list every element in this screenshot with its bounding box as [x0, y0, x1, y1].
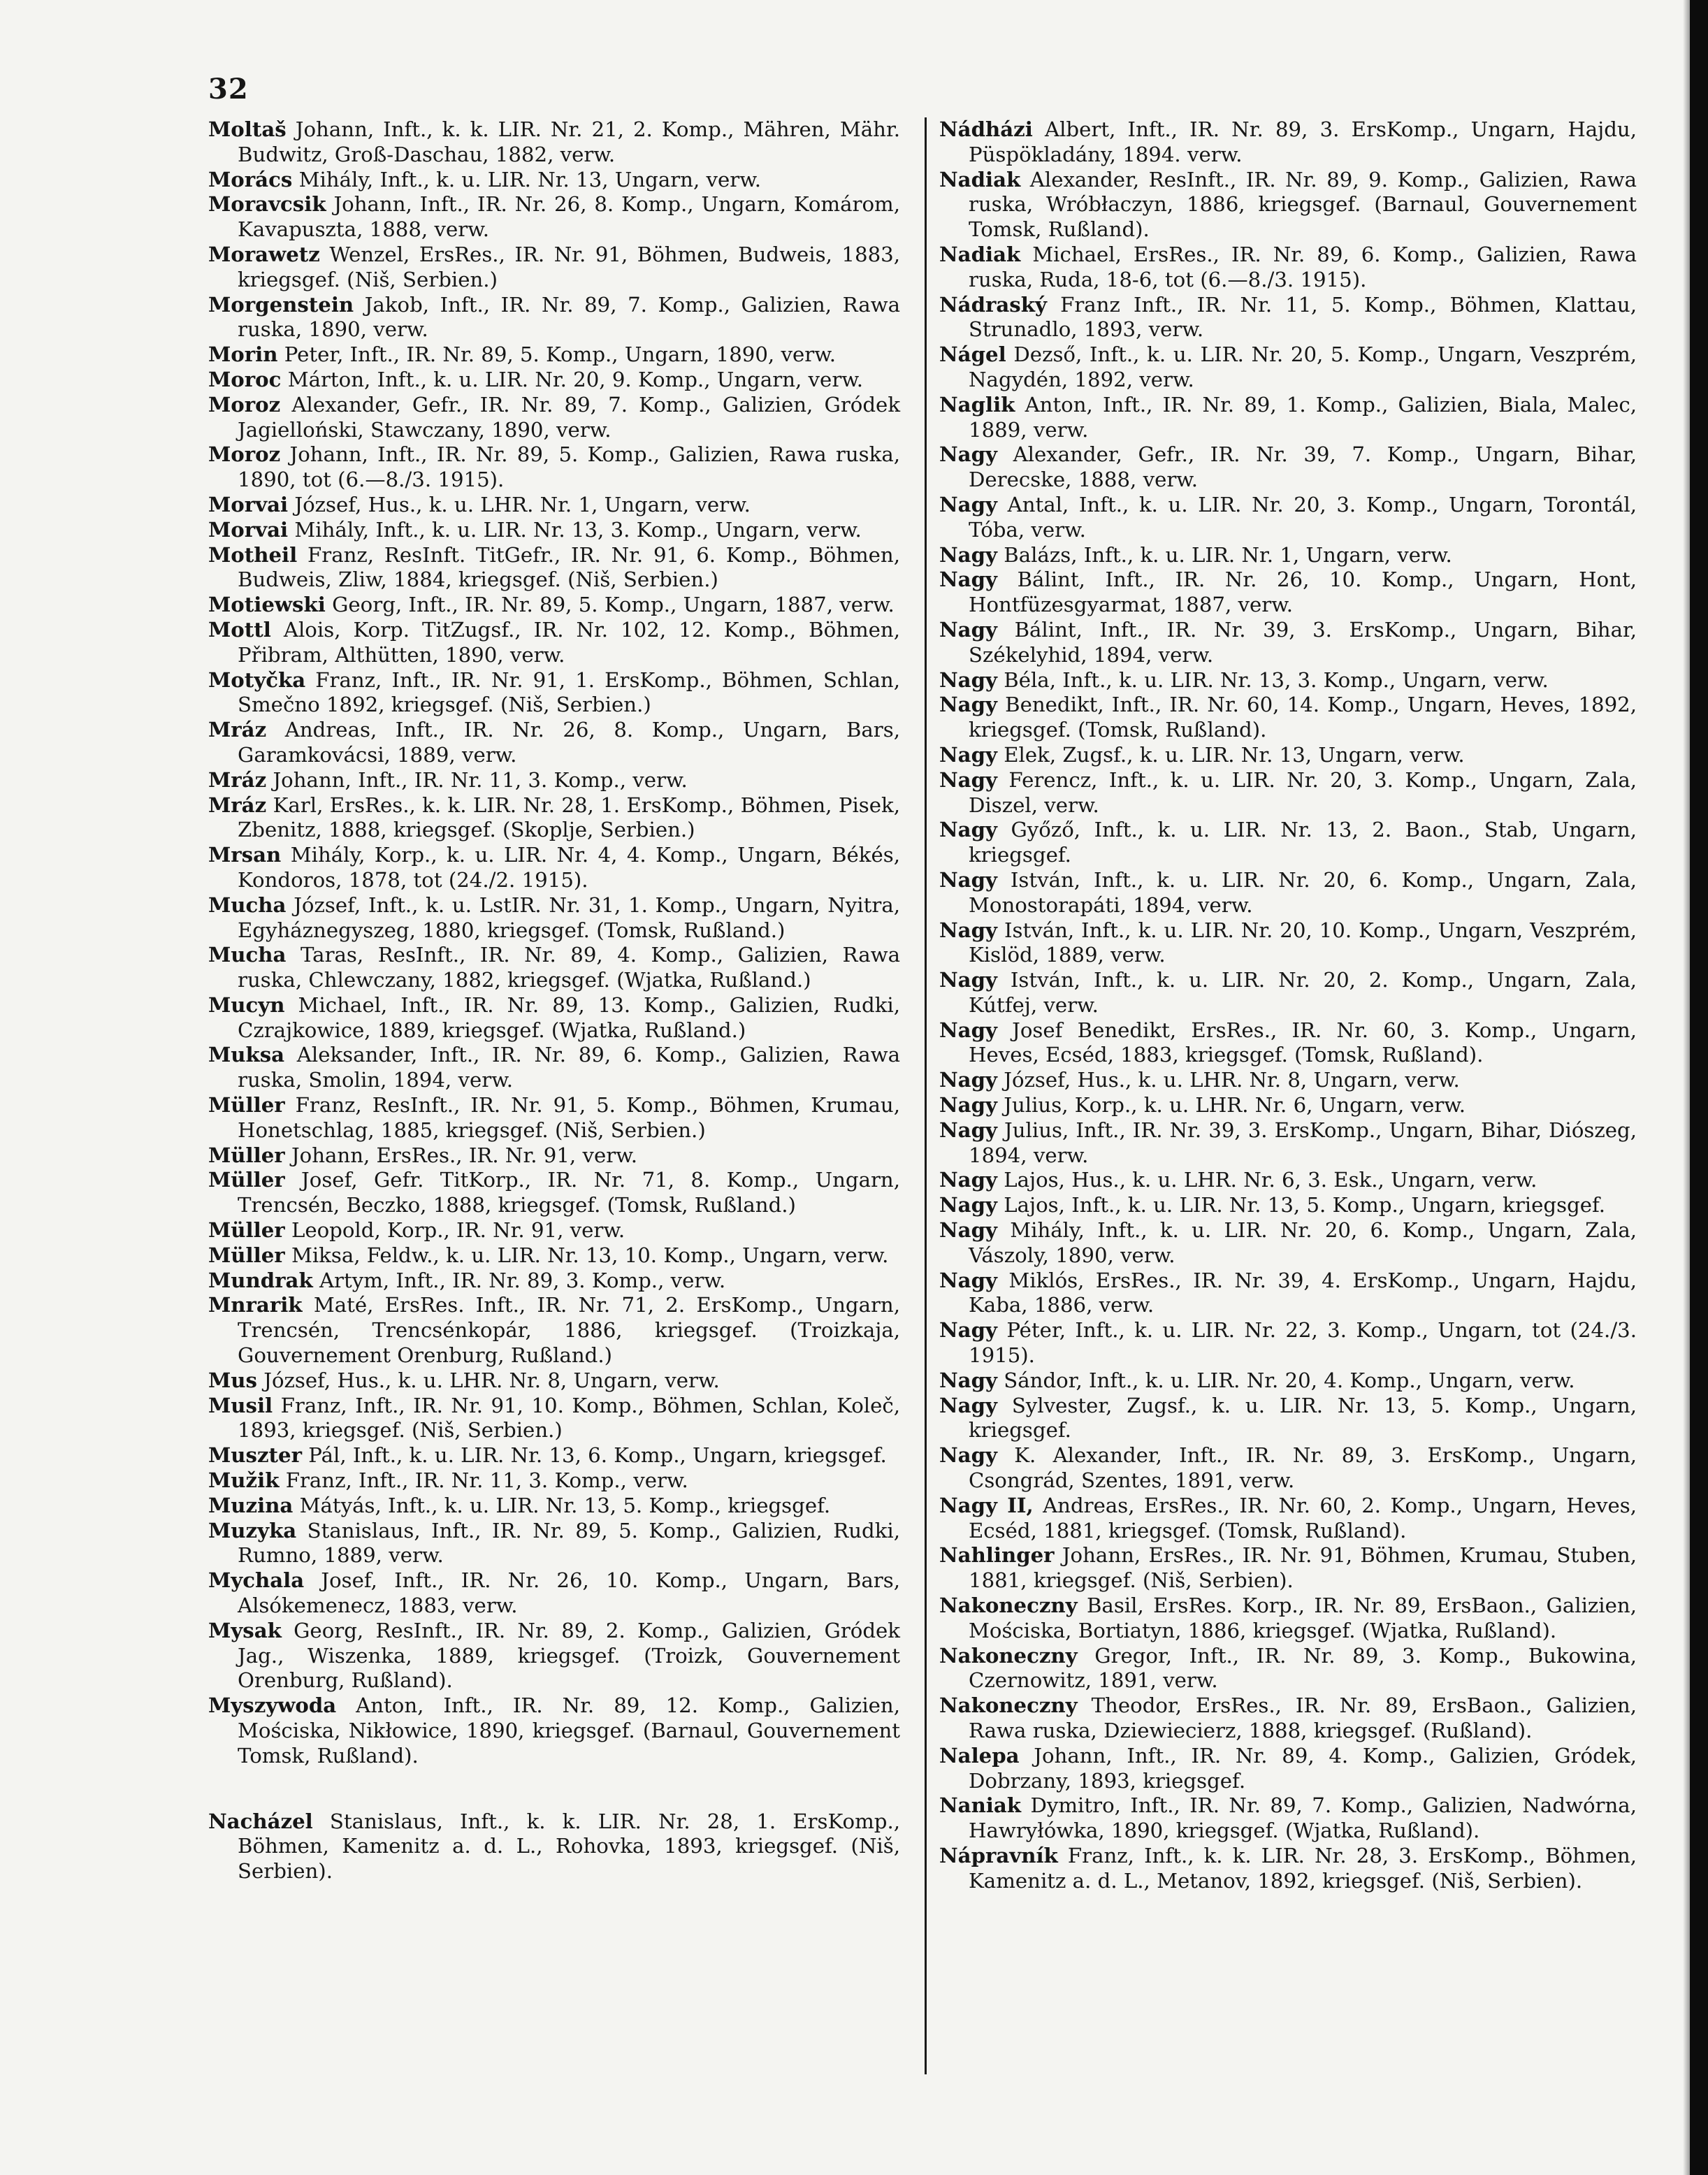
list-item: [939, 1318, 1637, 1368]
list-item: [208, 168, 900, 193]
list-item: [208, 1494, 900, 1519]
list-item: [939, 1693, 1637, 1744]
entry-details: Johann, Inft., IR. Nr. 11, 3. Komp., verw.: [273, 767, 688, 792]
entry-surname: Nahlinger: [939, 1543, 1055, 1568]
entry-details: Leopold, Korp., IR. Nr. 91, verw.: [291, 1218, 625, 1243]
entry-details: Andreas, Inft., IR. Nr. 26, 8. Komp., Ungarn, Bars, Garamkovácsi, 1889, verw.: [238, 718, 900, 767]
list-item: [208, 243, 900, 293]
entry-surname: Nagy: [939, 1368, 997, 1392]
entry-surname: Mucha: [208, 943, 287, 967]
entry-surname: Nádraský: [939, 292, 1047, 317]
list-item: [208, 1809, 900, 1884]
entry-surname: Nagy: [939, 667, 997, 692]
entry-surname: Mrsan: [208, 843, 282, 867]
entry-details: Johann, Inft., IR. Nr. 26, 8. Komp., Ungarn, Komárom, Kavapuszta, 1888, verw.: [238, 192, 900, 242]
entry-details: Josef, Gefr. TitKorp., IR. Nr. 71, 8. Komp., Ungarn, Trencsén, Beczko, 1888, kriegsgef. (Tomsk, Rußland.): [238, 1168, 901, 1217]
entry-details: Johann, Inft., IR. Nr. 89, 4. Komp., Galizien, Gródek, Dobrzany, 1893, kriegsgef.: [969, 1743, 1637, 1793]
entry-details: Josef, Inft., IR. Nr. 26, 10. Komp., Ungarn, Bars, Alsókemenecz, 1883, verw.: [238, 1568, 901, 1618]
list-item: [939, 1168, 1637, 1193]
entry-details: István, Inft., k. u. LIR. Nr. 20, 6. Komp., Ungarn, Zala, Monostorapáti, 1894, verw.: [969, 867, 1637, 917]
list-item: [939, 918, 1637, 969]
section-gap: [208, 1769, 900, 1809]
entry-details: Ferencz, Inft., k. u. LIR. Nr. 20, 3. Komp., Ungarn, Zala, Diszel, verw.: [969, 767, 1637, 817]
entry-surname: Nagy: [939, 867, 997, 892]
entry-details: József, Hus., k. u. LHR. Nr. 1, Ungarn, verw.: [294, 492, 751, 516]
entry-surname: Mucha: [208, 893, 287, 917]
list-item: [939, 768, 1637, 818]
list-item: [939, 243, 1637, 293]
list-item: [939, 168, 1637, 243]
entry-details: Taras, ResInft., IR. Nr. 89, 4. Komp., Galizien, Rawa ruska, Chlewczany, 1882, kriegsgef. (Wjatka, Rußland.): [238, 943, 900, 992]
list-item: [208, 1293, 900, 1368]
list-item: [208, 543, 900, 593]
list-item: [939, 968, 1637, 1018]
list-item: [208, 1619, 900, 1693]
entry-surname: Mus: [208, 1368, 257, 1392]
entry-details: Franz, Inft., IR. Nr. 11, 3. Komp., verw.: [285, 1468, 688, 1493]
entry-details: Julius, Inft., IR. Nr. 39, 3. ErsKomp., Ungarn, Bihar, Diószeg, 1894, verw.: [969, 1118, 1637, 1167]
entry-details: József, Hus., k. u. LHR. Nr. 8, Ungarn, verw.: [263, 1368, 720, 1392]
entry-surname: Nagy: [939, 1193, 997, 1217]
entry-surname: Nagy: [939, 818, 997, 842]
entry-details: Győző, Inft., k. u. LIR. Nr. 13, 2. Baon., Stab, Ungarn, kriegsgef.: [969, 818, 1637, 867]
entry-surname: Naglik: [939, 392, 1015, 417]
entry-surname: Nagy: [939, 617, 997, 642]
list-item: [939, 1093, 1637, 1118]
list-item: [208, 1043, 900, 1093]
entry-details: Franz Inft., IR. Nr. 11, 5. Komp., Böhmen, Klattau, Strunadlo, 1893, verw.: [969, 292, 1637, 342]
entry-details: Gregor, Inft., IR. Nr. 89, 3. Komp., Bukowina, Czernowitz, 1891, verw.: [969, 1643, 1637, 1693]
list-item: [939, 668, 1637, 693]
list-item: [939, 868, 1637, 918]
list-item: [208, 768, 900, 793]
entry-details: Anton, Inft., IR. Nr. 89, 12. Komp., Galizien, Mościska, Nikłowice, 1890, kriegsgef. (Barnaul, Gouvernement Tomsk, Rußland).: [238, 1693, 900, 1768]
list-item: [939, 1368, 1637, 1394]
list-item: [939, 1793, 1637, 1844]
entry-surname: Nagy II,: [939, 1493, 1034, 1517]
list-item: [939, 743, 1637, 768]
entry-details: Franz, Inft., IR. Nr. 91, 1. ErsKomp., Böhmen, Schlan, Smečno 1892, kriegsgef. (Niš, Serbien.): [238, 667, 900, 717]
list-item: [939, 1269, 1637, 1319]
entry-surname: Müller: [208, 1243, 285, 1267]
entry-surname: Moltaš: [208, 117, 287, 141]
entry-details: Mihály, Inft., k. u. LIR. Nr. 13, 3. Komp., Ungarn, verw.: [294, 517, 862, 542]
list-item: [208, 368, 900, 393]
list-item: [208, 893, 900, 944]
list-item: [939, 1744, 1637, 1794]
entry-details: Johann, ErsRes., IR. Nr. 91, verw.: [291, 1143, 637, 1167]
list-item: [939, 1594, 1637, 1644]
list-item: [208, 1168, 900, 1218]
entry-surname: Nagy: [939, 1093, 997, 1118]
entry-details: Mihály, Inft., k. u. LIR. Nr. 13, Ungarn, verw.: [298, 167, 762, 192]
entry-surname: Müller: [208, 1093, 285, 1118]
entry-details: Peter, Inft., IR. Nr. 89, 5. Komp., Ungarn, 1890, verw.: [284, 342, 836, 367]
list-item: [939, 693, 1637, 743]
list-item: [208, 442, 900, 493]
entry-surname: Nagy: [939, 742, 997, 767]
entry-details: István, Inft., k. u. LIR. Nr. 20, 2. Komp., Ungarn, Zala, Kútfej, verw.: [969, 968, 1637, 1017]
entry-surname: Nagy: [939, 1268, 997, 1292]
entry-surname: Morawetz: [208, 242, 320, 266]
entry-surname: Motyčka: [208, 667, 306, 692]
list-item: [208, 1468, 900, 1494]
entry-details: Antal, Inft., k. u. LIR. Nr. 20, 3. Komp., Ungarn, Torontál, Tóba, verw.: [969, 492, 1637, 542]
list-item: [939, 1543, 1637, 1594]
entry-details: Anton, Inft., IR. Nr. 89, 1. Komp., Galizien, Biala, Malec, 1889, verw.: [969, 392, 1637, 442]
entry-surname: Moroz: [208, 392, 281, 417]
list-item: [208, 1269, 900, 1294]
list-item: [939, 493, 1637, 543]
entry-details: Bálint, Inft., IR. Nr. 39, 3. ErsKomp., Ungarn, Bihar, Székelyhid, 1894, verw.: [969, 617, 1637, 667]
list-item: [939, 1644, 1637, 1694]
entry-surname: Morgenstein: [208, 292, 354, 317]
entry-details: Franz, Inft., k. k. LIR. Nr. 28, 3. ErsKomp., Böhmen, Kamenitz a. d. L., Metanov, 1892, kriegsgef. (Niš, Serbien).: [969, 1843, 1637, 1893]
entry-surname: Nagy: [939, 1443, 997, 1468]
entry-surname: Nagy: [939, 1218, 997, 1243]
entry-surname: Morin: [208, 342, 278, 367]
entry-surname: Morvai: [208, 492, 289, 516]
entry-details: Georg, Inft., IR. Nr. 89, 5. Komp., Ungarn, 1887, verw.: [332, 593, 895, 617]
entry-details: Bálint, Inft., IR. Nr. 26, 10. Komp., Ungarn, Hont, Hontfüzesgyarmat, 1887, verw.: [969, 568, 1637, 617]
list-item: [208, 1693, 900, 1768]
entry-surname: Moravcsik: [208, 192, 326, 217]
entry-surname: Mundrak: [208, 1268, 313, 1292]
entry-details: Mihály, Korp., k. u. LIR. Nr. 4, 4. Komp., Ungarn, Békés, Kondoros, 1878, tot (24./2. 1915).: [238, 843, 900, 892]
list-item: [208, 117, 900, 168]
list-item: [939, 393, 1637, 443]
entry-surname: Nagy: [939, 568, 997, 592]
entry-details: István, Inft., k. u. LIR. Nr. 20, 10. Komp., Ungarn, Veszprém, Kislöd, 1889, verw.: [969, 918, 1637, 967]
list-item: [939, 1394, 1637, 1444]
entry-details: Béla, Inft., k. u. LIR. Nr. 13, 3. Komp., Ungarn, verw.: [1004, 667, 1549, 692]
list-item: [208, 668, 900, 718]
entry-surname: Nakoneczny: [939, 1693, 1078, 1718]
entry-details: Alexander, ResInft., IR. Nr. 89, 9. Komp., Galizien, Rawa ruska, Wróbłaczyn, 1886, kriegsgef. (Barnaul, Gouvernement Tomsk, Rußland).: [969, 167, 1637, 242]
list-item: [208, 793, 900, 844]
entry-details: Michael, ErsRes., IR. Nr. 89, 6. Komp., Galizien, Rawa ruska, Ruda, 18-6, tot (6.—8./3. 1915).: [969, 242, 1637, 291]
list-item: [208, 393, 900, 443]
entry-details: Julius, Korp., k. u. LHR. Nr. 6, Ungarn, verw.: [1004, 1093, 1466, 1118]
entry-details: Theodor, ErsRes., IR. Nr. 89, ErsBaon., Galizien, Rawa ruska, Dziewiecierz, 1888, kriegsgef. (Rußland).: [969, 1693, 1637, 1742]
scan-border: [1690, 0, 1708, 2175]
entry-surname: Nagy: [939, 918, 997, 942]
list-item: [208, 518, 900, 543]
list-item: [939, 1018, 1637, 1069]
list-item: [208, 1519, 900, 1569]
entry-surname: Nagy: [939, 1318, 997, 1343]
entry-details: Franz, ResInft. TitGefr., IR. Nr. 91, 6. Komp., Böhmen, Budweis, Zliw, 1884, kriegsgef. (Niš, Serbien.): [238, 542, 900, 592]
list-item: [208, 342, 900, 368]
list-item: [939, 543, 1637, 568]
entry-surname: Myszywoda: [208, 1693, 337, 1718]
entry-details: Mátyás, Inft., k. u. LIR. Nr. 13, 5. Komp., kriegsgef.: [299, 1493, 831, 1517]
list-item: [939, 568, 1637, 618]
list-item: [208, 493, 900, 518]
entry-surname: Nagy: [939, 1068, 997, 1092]
page-edge-shadow: [1683, 0, 1690, 2175]
list-item: [208, 1218, 900, 1243]
entry-surname: Nagy: [939, 442, 997, 467]
entry-surname: Morács: [208, 167, 293, 192]
list-item: [208, 618, 900, 668]
list-item: [939, 1218, 1637, 1269]
entry-details: Sylvester, Zugsf., k. u. LIR. Nr. 13, 5. Komp., Ungarn, kriegsgef.: [969, 1393, 1637, 1443]
entry-surname: Nápravník: [939, 1843, 1058, 1867]
entry-surname: Nacházel: [208, 1809, 313, 1833]
list-item: [939, 818, 1637, 868]
list-item: [208, 1394, 900, 1444]
entry-details: Johann, Inft., k. k. LIR. Nr. 21, 2. Komp., Mähren, Mähr. Budwitz, Groß-Daschau, 1882, verw.: [238, 117, 901, 166]
entry-surname: Mychala: [208, 1568, 305, 1593]
list-item: [939, 293, 1637, 343]
entry-surname: Nagy: [939, 492, 997, 516]
list-item: [939, 1118, 1637, 1169]
entry-surname: Morvai: [208, 517, 289, 542]
page-number: 32: [208, 73, 249, 106]
entry-surname: Nagy: [939, 1168, 997, 1192]
entry-surname: Müller: [208, 1218, 285, 1243]
entry-surname: Nalepa: [939, 1743, 1020, 1768]
list-item: [208, 1243, 900, 1269]
entry-details: Miklós, ErsRes., IR. Nr. 39, 4. ErsKomp., Ungarn, Hajdu, Kaba, 1886, verw.: [969, 1268, 1637, 1317]
entry-surname: Nagy: [939, 693, 997, 717]
entry-surname: Muzina: [208, 1493, 294, 1517]
entry-details: Wenzel, ErsRes., IR. Nr. 91, Böhmen, Budweis, 1883, kriegsgef. (Niš, Serbien.): [238, 242, 900, 291]
entry-details: Alexander, Gefr., IR. Nr. 39, 7. Komp., Ungarn, Bihar, Derecske, 1888, verw.: [969, 442, 1637, 492]
entry-details: Andreas, ErsRes., IR. Nr. 60, 2. Komp., Ungarn, Heves, Ecséd, 1881, kriegsgef. (Tomsk, Rußland).: [969, 1493, 1637, 1542]
list-item: [939, 342, 1637, 393]
list-item: [208, 1368, 900, 1394]
entry-details: Elek, Zugsf., k. u. LIR. Nr. 13, Ungarn, verw.: [1004, 742, 1465, 767]
entry-surname: Muzyka: [208, 1518, 297, 1542]
list-item: [208, 1443, 900, 1468]
list-item: [208, 1093, 900, 1143]
entry-surname: Naniak: [939, 1793, 1022, 1818]
entry-surname: Muszter: [208, 1443, 302, 1468]
list-item: [939, 618, 1637, 668]
entry-details: K. Alexander, Inft., IR. Nr. 89, 3. ErsKomp., Ungarn, Csongrád, Szentes, 1891, verw.: [969, 1443, 1637, 1493]
entry-details: Péter, Inft., k. u. LIR. Nr. 22, 3. Komp., Ungarn, tot (24./3. 1915).: [969, 1318, 1637, 1368]
entry-surname: Nagy: [939, 1118, 997, 1142]
list-item: [939, 1494, 1637, 1544]
entry-details: Artym, Inft., IR. Nr. 89, 3. Komp., verw.: [319, 1268, 726, 1292]
list-item: [208, 593, 900, 618]
list-item: [208, 718, 900, 768]
entry-details: Karl, ErsRes., k. k. LIR. Nr. 28, 1. ErsKomp., Böhmen, Pisek, Zbenitz, 1888, kriegsgef. (Skoplje, Serbien.): [238, 793, 901, 842]
entry-details: Mihály, Inft., k. u. LIR. Nr. 20, 6. Komp., Ungarn, Zala, Vászoly, 1890, verw.: [969, 1218, 1637, 1267]
entry-details: József, Hus., k. u. LHR. Nr. 8, Ungarn, verw.: [1004, 1068, 1460, 1092]
entry-surname: Mnrarik: [208, 1293, 303, 1317]
list-item: [208, 1143, 900, 1169]
entry-surname: Moroc: [208, 367, 282, 391]
entry-details: Jakob, Inft., IR. Nr. 89, 7. Komp., Galizien, Rawa ruska, 1890, verw.: [238, 292, 901, 342]
list-item: [939, 1193, 1637, 1218]
list-item: [208, 1568, 900, 1619]
list-item: [939, 1443, 1637, 1494]
entry-details: Stanislaus, Inft., IR. Nr. 89, 5. Komp., Galizien, Rudki, Rumno, 1889, verw.: [238, 1518, 900, 1568]
entry-surname: Moroz: [208, 442, 281, 467]
list-item: [939, 442, 1637, 493]
entry-surname: Nagy: [939, 767, 997, 792]
entry-surname: Motiewski: [208, 593, 326, 617]
entry-details: Josef Benedikt, ErsRes., IR. Nr. 60, 3. Komp., Ungarn, Heves, Ecséd, 1883, kriegsgef. (Tomsk, Rußland).: [969, 1018, 1637, 1067]
entry-details: Franz, Inft., IR. Nr. 91, 10. Komp., Böhmen, Schlan, Koleč, 1893, kriegsgef. (Niš, Serbien.): [238, 1393, 900, 1443]
right-column: [939, 117, 1637, 1894]
entry-surname: Nadiak: [939, 167, 1021, 192]
list-item: [208, 993, 900, 1043]
entry-surname: Müller: [208, 1168, 285, 1192]
entry-details: Albert, Inft., IR. Nr. 89, 3. ErsKomp., Ungarn, Hajdu, Püspökladány, 1894. verw.: [969, 117, 1637, 166]
list-item: [208, 192, 900, 243]
list-item: [939, 1844, 1637, 1894]
entry-details: Balázs, Inft., k. u. LIR. Nr. 1, Ungarn, verw.: [1004, 542, 1452, 567]
entry-surname: Nadiak: [939, 242, 1021, 266]
entry-surname: Nagy: [939, 542, 997, 567]
entry-details: Georg, ResInft., IR. Nr. 89, 2. Komp., Galizien, Gródek Jag., Wiszenka, 1889, kriegsgef. (Troizk, Gouvernement Orenburg, Rußland).: [238, 1618, 900, 1693]
entry-surname: Nágel: [939, 342, 1006, 367]
entry-details: Lajos, Inft., k. u. LIR. Nr. 13, 5. Komp., Ungarn, kriegsgef.: [1004, 1193, 1606, 1217]
entry-surname: Mráz: [208, 793, 267, 817]
entry-surname: Nagy: [939, 968, 997, 992]
entry-surname: Mottl: [208, 617, 271, 642]
entry-surname: Mucyn: [208, 992, 285, 1017]
entry-surname: Nagy: [939, 1393, 997, 1417]
entry-surname: Motheil: [208, 542, 298, 567]
entry-details: Michael, Inft., IR. Nr. 89, 13. Komp., Galizien, Rudki, Czrajkowice, 1889, kriegsgef. (Wjatka, Rußland.): [238, 992, 900, 1042]
entry-surname: Nádházi: [939, 117, 1033, 141]
list-item: [208, 943, 900, 993]
entry-details: Johann, ErsRes., IR. Nr. 91, Böhmen, Krumau, Stuben, 1881, kriegsgef. (Niš, Serbien).: [969, 1543, 1637, 1593]
entry-surname: Musil: [208, 1393, 273, 1417]
entry-details: Pál, Inft., k. u. LIR. Nr. 13, 6. Komp., Ungarn, kriegsgef.: [308, 1443, 887, 1468]
entry-details: Benedikt, Inft., IR. Nr. 60, 14. Komp., Ungarn, Heves, 1892, kriegsgef. (Tomsk, Rußland).: [969, 693, 1637, 742]
entry-surname: Mráz: [208, 718, 267, 742]
entry-details: Dymitro, Inft., IR. Nr. 89, 7. Komp., Galizien, Nadwórna, Hawryłówka, 1890, kriegsgef. (Wjatka, Rußland).: [969, 1793, 1637, 1843]
list-item: [939, 117, 1637, 168]
entry-details: Márton, Inft., k. u. LIR. Nr. 20, 9. Komp., Ungarn, verw.: [287, 367, 864, 391]
entry-details: Lajos, Hus., k. u. LHR. Nr. 6, 3. Esk., Ungarn, verw.: [1004, 1168, 1537, 1192]
entry-details: Miksa, Feldw., k. u. LIR. Nr. 13, 10. Komp., Ungarn, verw.: [291, 1243, 889, 1267]
entry-surname: Mysak: [208, 1618, 282, 1642]
list-item: [208, 843, 900, 893]
entry-surname: Nakoneczny: [939, 1643, 1078, 1668]
entry-surname: Nakoneczny: [939, 1594, 1078, 1618]
entry-surname: Müller: [208, 1143, 285, 1167]
entry-details: Franz, ResInft., IR. Nr. 91, 5. Komp., Böhmen, Krumau, Honetschlag, 1885, kriegsgef. (Niš, Serbien.): [238, 1093, 900, 1142]
left-column: [208, 117, 900, 1884]
entry-details: Stanislaus, Inft., k. k. LIR. Nr. 28, 1. ErsKomp., Böhmen, Kamenitz a. d. L., Rohovka, 1893, kriegsgef. (Niš, Serbien).: [238, 1809, 901, 1884]
list-item: [208, 293, 900, 343]
entry-details: Johann, Inft., IR. Nr. 89, 5. Komp., Galizien, Rawa ruska, 1890, tot (6.—8./3. 1915).: [238, 442, 900, 492]
column-divider: [925, 117, 927, 2074]
entry-details: Alexander, Gefr., IR. Nr. 89, 7. Komp., Galizien, Gródek Jagielloński, Stawczany, 1890, verw.: [238, 392, 901, 442]
entry-details: József, Inft., k. u. LstIR. Nr. 31, 1. Komp., Ungarn, Nyitra, Egyháznegyszeg, 1880, kriegsgef. (Tomsk, Rußland.): [238, 893, 900, 942]
entry-details: Aleksander, Inft., IR. Nr. 89, 6. Komp., Galizien, Rawa ruska, Smolin, 1894, verw.: [238, 1043, 901, 1092]
entry-details: Basil, ErsRes. Korp., IR. Nr. 89, ErsBaon., Galizien, Mościska, Bortiatyn, 1886, kriegsgef. (Wjatka, Rußland).: [969, 1594, 1637, 1642]
entry-surname: Nagy: [939, 1018, 997, 1042]
list-item: [939, 1068, 1637, 1093]
entry-details: Dezső, Inft., k. u. LIR. Nr. 20, 5. Komp., Ungarn, Veszprém, Nagydén, 1892, verw.: [969, 342, 1637, 391]
entry-surname: Muksa: [208, 1043, 285, 1067]
entry-details: Sándor, Inft., k. u. LIR. Nr. 20, 4. Komp., Ungarn, verw.: [1004, 1368, 1575, 1392]
entry-surname: Mužik: [208, 1468, 280, 1493]
entry-surname: Mráz: [208, 767, 267, 792]
entry-details: Alois, Korp. TitZugsf., IR. Nr. 102, 12. Komp., Böhmen, Přibram, Althütten, 1890, verw.: [238, 617, 900, 667]
entry-details: Maté, ErsRes. Inft., IR. Nr. 71, 2. ErsKomp., Ungarn, Trencsén, Trencsénkopár, 1886, kriegsgef. (Troizkaja, Gouvernement Orenburg, Rußland.): [238, 1293, 900, 1368]
